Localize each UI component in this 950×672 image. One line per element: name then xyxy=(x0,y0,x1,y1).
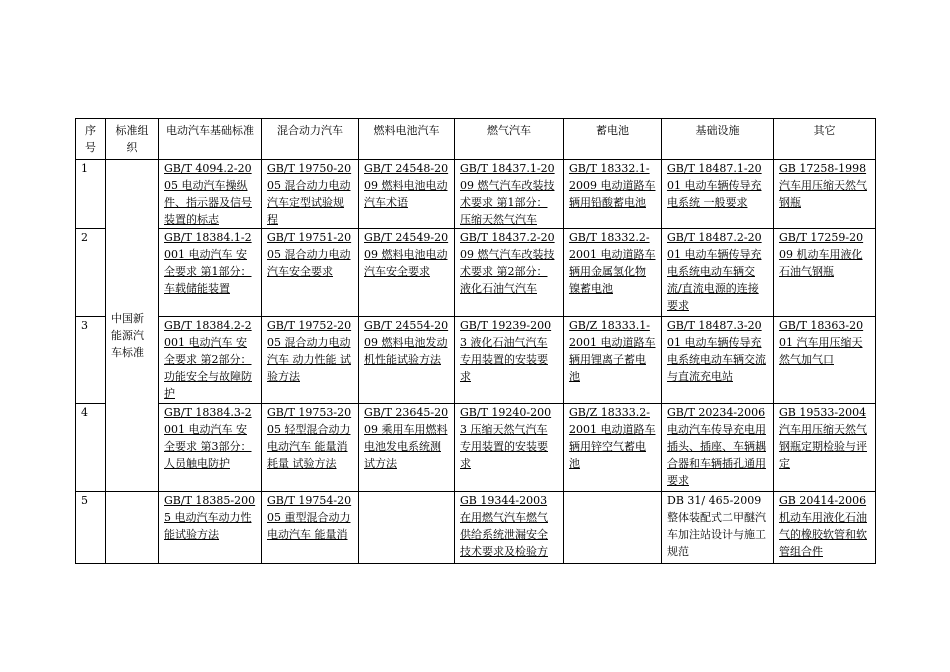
table-cell xyxy=(774,160,876,229)
row-number: 2 xyxy=(76,229,106,317)
org-cell xyxy=(106,160,159,492)
table-cell xyxy=(455,160,564,229)
standard-link[interactable]: GB/T 18384.2-2001 电动汽车 安全要求 第2部分：功能安全与故障防护 xyxy=(164,319,252,400)
table-cell xyxy=(159,317,262,404)
header-battery: 蓄电池 xyxy=(564,119,662,160)
standard-link[interactable]: GB/Z 18333.2-2001 电动道路车辆用锌空气蓄电池 xyxy=(569,406,656,470)
standard-link[interactable]: GB/T 18487.2-2001 电动车辆传导充电系统电动车辆交流/直流电源的连接要求 xyxy=(667,231,762,312)
table-row xyxy=(76,492,876,564)
table-cell xyxy=(774,229,876,317)
standard-link[interactable]: GB/T 19754-2005 重型混合动力电动汽车 能量消 xyxy=(267,494,352,541)
table-cell xyxy=(262,317,359,404)
table-cell xyxy=(662,229,774,317)
table-cell xyxy=(262,492,359,564)
standard-link[interactable]: GB/T 18385-2005 电动汽车动力性能试验方法 xyxy=(164,494,256,541)
standards-table xyxy=(75,118,876,564)
standard-link[interactable]: GB 19533-2004 汽车用压缩天然气钢瓶定期检验与评定 xyxy=(779,406,867,470)
standard-link[interactable]: GB/T 18487.3-2001 电动车辆传导充电系统电动车辆交流与直流充电站 xyxy=(667,319,766,383)
org-cell-empty xyxy=(106,492,159,564)
table-cell xyxy=(455,404,564,492)
table-cell xyxy=(564,160,662,229)
table-cell xyxy=(262,160,359,229)
standard-link[interactable]: GB/T 24554-2009 燃料电池发动机性能试验方法 xyxy=(364,319,449,366)
header-gas-vehicle: 燃气汽车 xyxy=(455,119,564,160)
table-cell xyxy=(564,317,662,404)
standard-link[interactable]: GB/T 19752-2005 混合动力电动汽车 动力性能 试验方法 xyxy=(267,319,352,383)
standard-link[interactable]: GB/T 24549-2009 燃料电池电动汽车安全要求 xyxy=(364,231,449,278)
standard-link[interactable]: GB/Z 18333.1-2001 电动道路车辆用锂离子蓄电池 xyxy=(569,319,656,383)
header-row xyxy=(76,119,876,160)
table-cell xyxy=(159,229,262,317)
header-ev-basic: 电动汽车基础标准 xyxy=(159,119,262,160)
standard-link[interactable]: GB/T 24548-2009 燃料电池电动汽车术语 xyxy=(364,162,449,209)
table-cell xyxy=(359,492,455,564)
table-cell xyxy=(359,404,455,492)
row-number: 1 xyxy=(76,160,106,229)
standard-link[interactable]: GB/T 19750-2005 混合动力电动汽车定型试验规程 xyxy=(267,162,352,226)
standard-link[interactable]: GB/T 4094.2-2005 电动汽车操纵件、指示器及信号装置的标志 xyxy=(164,162,252,226)
standard-text: DB 31/ 465-2009 整体装配式二甲醚汽车加注站设计与施工规范 xyxy=(667,494,766,558)
table-row xyxy=(76,404,876,492)
standard-link[interactable]: GB/T 18384.3-2001 电动汽车 安全要求 第3部分：人员触电防护 xyxy=(164,406,252,470)
standard-link[interactable]: GB 20414-2006 机动车用液化石油气的橡胶软管和软管组合件 xyxy=(779,494,867,558)
table-cell xyxy=(662,404,774,492)
standard-link[interactable]: GB 17258-1998 汽车用压缩天然气钢瓶 xyxy=(779,162,867,209)
table-cell xyxy=(662,160,774,229)
row-number: 5 xyxy=(76,492,106,564)
table-row xyxy=(76,160,876,229)
table-cell xyxy=(564,229,662,317)
header-hybrid: 混合动力汽车 xyxy=(262,119,359,160)
table-cell xyxy=(262,404,359,492)
table-cell xyxy=(455,229,564,317)
table-cell xyxy=(564,492,662,564)
standard-link[interactable]: GB/T 19751-2005 混合动力电动汽车安全要求 xyxy=(267,231,352,278)
row-number: 4 xyxy=(76,404,106,492)
table-cell xyxy=(262,229,359,317)
standard-link[interactable]: GB/T 18332.1-2009 电动道路车辆用铅酸蓄电池 xyxy=(569,162,656,209)
standard-link[interactable]: GB/T 23645-2009 乘用车用燃料电池发电系统测试方法 xyxy=(364,406,449,470)
standard-link[interactable]: GB/T 20234-2006 电动汽车传导充电用插头、插座、车辆耦合器和车辆插孔通用要求 xyxy=(667,406,766,487)
header-other: 其它 xyxy=(774,119,876,160)
standard-link[interactable]: GB/T 18437.2-2009 燃气汽车改装技术要求 第2部分：液化石油气汽车 xyxy=(460,231,555,295)
table-cell xyxy=(662,492,774,564)
standard-link[interactable]: GB/T 18363-2001 汽车用压缩天然气加气口 xyxy=(779,319,864,366)
standard-link[interactable]: GB 19344-2003 在用燃气汽车燃气供给系统泄漏安全技术要求及检验方 xyxy=(460,494,548,558)
table-cell xyxy=(159,160,262,229)
table-cell xyxy=(774,404,876,492)
header-no: 序号 xyxy=(76,119,106,160)
header-org: 标准组织 xyxy=(106,119,159,160)
table-cell xyxy=(359,229,455,317)
table-cell xyxy=(662,317,774,404)
standard-link[interactable]: GB/T 17259-2009 机动车用液化石油气钢瓶 xyxy=(779,231,864,278)
table-cell xyxy=(774,317,876,404)
table-row xyxy=(76,317,876,404)
standard-link[interactable]: GB/T 19753-2005 轻型混合动力电动汽车 能量消耗量 试验方法 xyxy=(267,406,352,470)
org-label: 中国新能源汽车标准 xyxy=(111,312,144,359)
header-fuel-cell: 燃料电池汽车 xyxy=(359,119,455,160)
standard-link[interactable]: GB/T 18332.2-2001 电动道路车辆用金属氢化物镍蓄电池 xyxy=(569,231,656,295)
table-cell xyxy=(564,404,662,492)
table-cell xyxy=(774,492,876,564)
standard-link[interactable]: GB/T 18437.1-2009 燃气汽车改装技术要求 第1部分：压缩天然气汽车 xyxy=(460,162,555,226)
table-cell xyxy=(359,317,455,404)
table-cell xyxy=(159,492,262,564)
table-cell xyxy=(455,492,564,564)
table-cell xyxy=(359,160,455,229)
standard-link[interactable]: GB/T 18487.1-2001 电动车辆传导充电系统 一般要求 xyxy=(667,162,762,209)
standard-link[interactable]: GB/T 18384.1-2001 电动汽车 安全要求 第1部分：车载储能装置 xyxy=(164,231,252,295)
row-number: 3 xyxy=(76,317,106,404)
table-cell xyxy=(455,317,564,404)
table-cell xyxy=(159,404,262,492)
standard-link[interactable]: GB/T 19240-2003 压缩天然气汽车专用装置的安装要求 xyxy=(460,406,552,470)
header-infrastructure: 基础设施 xyxy=(662,119,774,160)
standard-link[interactable]: GB/T 19239-2003 液化石油气汽车专用装置的安装要求 xyxy=(460,319,552,383)
table-row xyxy=(76,229,876,317)
